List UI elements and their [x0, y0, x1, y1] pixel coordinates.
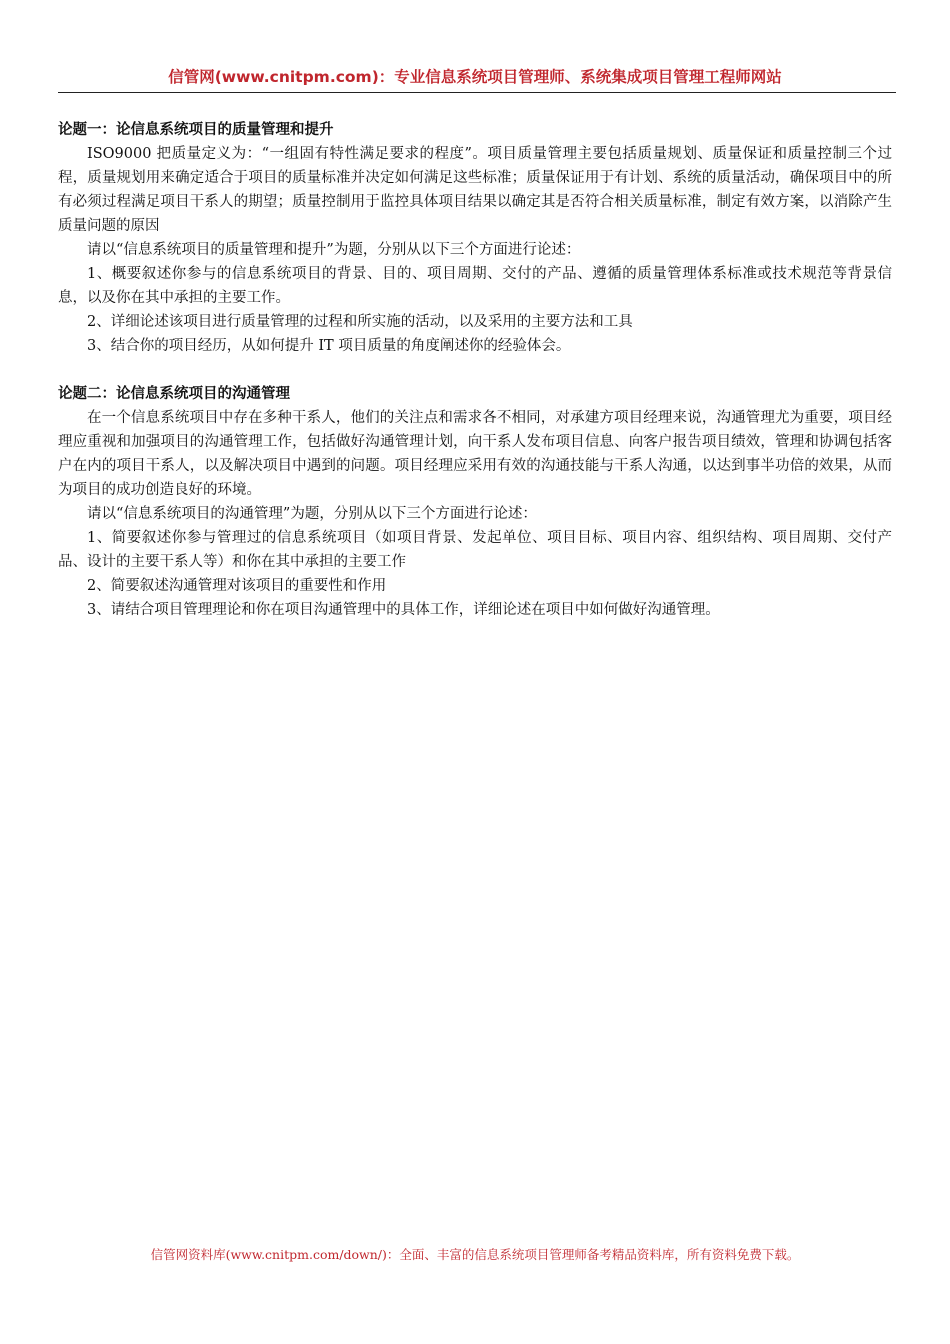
topic-one-title: 论题一：论信息系统项目的质量管理和提升 — [58, 122, 334, 138]
topic-two-title: 论题二：论信息系统项目的沟通管理 — [58, 386, 290, 402]
header-divider — [58, 92, 896, 93]
topic-one-point-2: 2、详细论述该项目进行质量管理的过程和所实施的活动，以及采用的主要方法和工具 — [87, 314, 633, 330]
topic-two-point-3: 3、请结合项目管理理论和你在项目沟通管理中的具体工作，详细论述在项目中如何做好沟通管理。 — [87, 602, 720, 618]
topic-two — [58, 382, 892, 622]
topic-one-point-1: 1、概要叙述你参与的信息系统项目的背景、目的、项目周期、交付的产品、遵循的质量管理体系标准或技术规范等背景信息，以及你在其中承担的主要工作。 — [58, 266, 892, 306]
topic-one-instruction: 请以“信息系统项目的质量管理和提升”为题，分别从以下三个方面进行论述： — [87, 242, 581, 258]
topic-one-intro: ISO9000 把质量定义为：“一组固有特性满足要求的程度”。项目质量管理主要包括质量规划、质量保证和质量控制三个过程，质量规划用来确定适合于项目的质量标准并决定如何满足这些标准；质量保证用于有计划、系统的质量活动，确保项目中的所有必须过程满足项目干系人的期望；质量控制用于监控具体项目结果以确定其是否符合相关质量标准，制定有效方案，以消除产生质量问题的原因 — [58, 146, 892, 234]
topic-two-intro: 在一个信息系统项目中存在多种干系人，他们的关注点和需求各不相同，对承建方项目经理来说，沟通管理尤为重要，项目经理应重视和加强项目的沟通管理工作，包括做好沟通管理计划，向干系人发布项目信息、向客户报告项目绩效，管理和协调包括客户在内的项目干系人，以及解决项目中遇到的问题。项目经理应采用有效的沟通技能与干系人沟通，以达到事半功倍的效果，从而为项目的成功创造良好的环境。 — [58, 410, 892, 498]
section-spacer — [58, 358, 892, 382]
topic-two-point-2: 2、简要叙述沟通管理对该项目的重要性和作用 — [87, 578, 387, 594]
document-body — [58, 118, 892, 622]
topic-one-point-3: 3、结合你的项目经历，从如何提升 IT 项目质量的角度阐述你的经验体会。 — [87, 338, 571, 354]
page-header: 信管网(www.cnitpm.com)：专业信息系统项目管理师、系统集成项目管理工程师网站 — [168, 68, 782, 86]
topic-one — [58, 118, 892, 358]
topic-two-instruction: 请以“信息系统项目的沟通管理”为题，分别从以下三个方面进行论述： — [87, 506, 537, 522]
page-footer: 信管网资料库(www.cnitpm.com/down/)：全面、丰富的信息系统项目管理师备考精品资料库，所有资料免费下载。 — [150, 1247, 800, 1262]
topic-two-point-1: 1、简要叙述你参与管理过的信息系统项目（如项目背景、发起单位、项目目标、项目内容、组织结构、项目周期、交付产品、设计的主要干系人等）和你在其中承担的主要工作 — [58, 530, 892, 570]
